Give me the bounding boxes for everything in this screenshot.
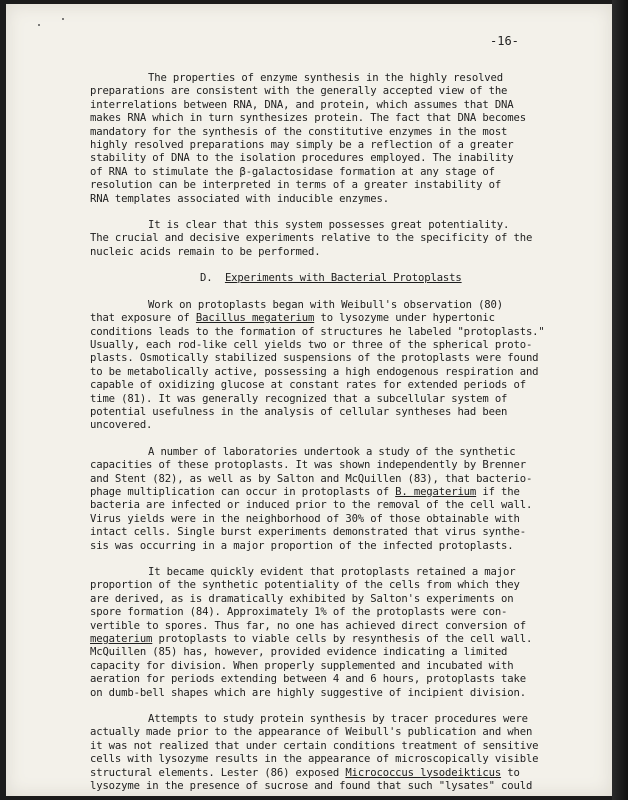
text-line: bacteria are infected or induced prior to the removal of the cell wall. xyxy=(90,499,533,512)
text-fragment: structural elements. Lester (86) exposed xyxy=(90,766,346,779)
text-line: lysozyme in the presence of sucrose and found that such "lysates" could xyxy=(90,780,533,793)
section-label: D. xyxy=(200,272,213,285)
text-line: McQuillen (85) has, however, provided evidence indicating a limited xyxy=(90,646,508,659)
text-line: It is clear that this system possesses great potentiality. xyxy=(148,219,510,232)
document-body xyxy=(90,72,545,794)
paragraph-potentiality xyxy=(90,219,533,259)
text-fragment: to xyxy=(501,766,520,779)
text-line: Attempts to study protein synthesis by tracer procedures were xyxy=(148,713,528,726)
text-line: capacities of these protoplasts. It was shown independently by Brenner xyxy=(90,459,526,472)
text-line: proportion of the synthetic potentiality of the cells from which they xyxy=(90,579,520,592)
text-line: mandatory for the synthesis of the constitutive enzymes in the most xyxy=(90,125,508,138)
text-line: It became quickly evident that protoplasts retained a major xyxy=(148,566,516,578)
text-line: spore formation (84). Approximately 1% of the protoplasts were con- xyxy=(90,606,508,619)
text-line xyxy=(90,486,530,499)
text-line: RNA templates associated with inducible enzymes. xyxy=(90,192,389,205)
species-name: Bacillus megaterium xyxy=(195,312,315,325)
text-line: highly resolved preparations may simply be a reflection of a greater xyxy=(90,139,514,152)
text-fragment: that exposure of xyxy=(90,312,196,325)
text-line: stability of DNA to the isolation procedures employed. The inability xyxy=(90,152,514,165)
text-line: it was not realized that under certain conditions treatment of sensitive xyxy=(90,739,539,752)
text-line: Usually, each rod-like cell yields two or three of the spherical proto- xyxy=(90,338,533,351)
text-line: Work on protoplasts began with Weibull's observation (80) xyxy=(148,298,503,311)
text-line: The crucial and decisive experiments relative to the specificity of the xyxy=(90,232,533,245)
text-line: and Stent (82), as well as by Salton and McQuillen (83), that bacterio- xyxy=(90,472,533,485)
paragraph-enzyme-synthesis xyxy=(90,72,530,206)
text-fragment: phage multiplication can occur in protoplasts of xyxy=(90,485,396,498)
page-edge-shadow xyxy=(612,0,628,800)
paragraph-protoplasts xyxy=(90,298,545,433)
species-name: Micrococcus lysodeikticus xyxy=(345,766,502,779)
text-line: plasts. Osmotically stabilized suspensions of the protoplasts were found xyxy=(90,352,539,365)
text-line: makes RNA which in turn synthesizes protein. The fact that DNA becomes xyxy=(90,112,526,125)
text-fragment: to lysozyme under hypertonic xyxy=(314,312,495,325)
text-line: actually made prior to the appearance of Weibull's publication and when xyxy=(90,726,533,739)
paragraph-synthetic-potentiality xyxy=(90,566,533,700)
text-line: A number of laboratories undertook a study of the synthetic xyxy=(148,445,516,458)
text-line: potential usefulness in the analysis of cellular syntheses had been xyxy=(90,405,508,418)
text-line: are derived, as is dramatically exhibited by Salton's experiments on xyxy=(90,592,514,605)
text-line: interrelations between RNA, DNA, and protein, which assumes that DNA xyxy=(90,98,514,111)
page-number: -16- xyxy=(490,34,519,48)
text-line: The properties of enzyme synthesis in the highly resolved xyxy=(148,72,503,84)
section-title: Experiments with Bacterial Protoplasts xyxy=(224,272,462,285)
text-line xyxy=(90,767,530,780)
text-line: preparations are consistent with the generally accepted view of the xyxy=(90,85,508,98)
text-line: conditions leads to the formation of structures he labeled "protoplasts." xyxy=(90,325,545,338)
text-line xyxy=(90,312,530,325)
text-line: on dumb-bell shapes which are highly suggestive of incipient division. xyxy=(90,686,526,699)
text-fragment: protoplasts to viable cells by resynthesis of the cell wall. xyxy=(152,633,533,646)
text-line: cells with lysozyme results in the appearance of microscopically visible xyxy=(90,753,539,766)
paper-speck xyxy=(38,24,40,26)
text-line: aeration for periods extending between 4 and 6 hours, protoplasts take xyxy=(90,673,526,686)
text-line: nucleic acids remain to be performed. xyxy=(90,245,321,258)
text-line: capacity for division. When properly supplemented and incubated with xyxy=(90,659,514,672)
species-name: B. megaterium xyxy=(395,485,477,498)
species-name: megaterium xyxy=(90,633,153,646)
paragraph-tracer-procedures xyxy=(90,713,539,793)
text-line: resolution can be interpreted in terms of a greater instability of xyxy=(90,179,502,192)
text-line: capable of oxidizing glucose at constant rates for extended periods of xyxy=(90,379,526,392)
text-fragment: if the xyxy=(476,485,520,498)
text-line: of RNA to stimulate the β-galactosidase formation at any stage of xyxy=(90,165,495,178)
text-line xyxy=(90,633,533,646)
text-line: uncovered. xyxy=(90,419,153,432)
text-line: sis was occurring in a major proportion of the infected protoplasts. xyxy=(90,539,514,552)
section-heading xyxy=(90,272,530,285)
paper-speck xyxy=(62,18,64,20)
text-line: intact cells. Single burst experiments demonstrated that virus synthe- xyxy=(90,526,526,539)
text-line: vertible to spores. Thus far, no one has achieved direct conversion of xyxy=(90,619,526,632)
text-line: Virus yields were in the neighborhood of 30% of those obtainable with xyxy=(90,512,520,525)
text-line: time (81). It was generally recognized that a subcellular system of xyxy=(90,392,508,405)
text-line: to be metabolically active, possessing a high endogenous respiration and xyxy=(90,365,539,378)
paragraph-laboratories xyxy=(90,445,533,553)
